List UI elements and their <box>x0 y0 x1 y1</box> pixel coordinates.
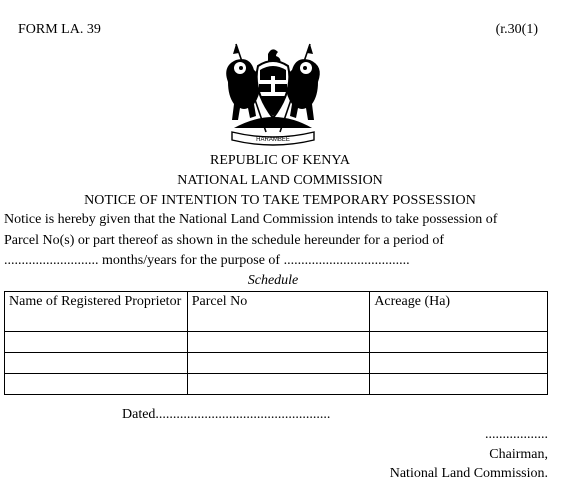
table-row <box>5 374 548 395</box>
table-cell <box>5 332 188 353</box>
column-header-proprietor: Name of Registered Proprietor <box>5 292 188 332</box>
table-row <box>5 332 548 353</box>
notice-body-line-2: Parcel No(s) or part thereof as shown in the schedule hereunder for a period of <box>4 233 445 248</box>
signatory-title: Chairman, <box>489 447 548 462</box>
table-cell <box>370 332 548 353</box>
table-cell <box>370 353 548 374</box>
coat-of-arms-icon <box>214 40 332 148</box>
notice-body-line-1: Notice is hereby given that the National Land Commission intends to take possession of <box>4 212 498 227</box>
table-row <box>5 353 548 374</box>
motto-text: HARAMBEE <box>256 137 290 143</box>
table-cell <box>5 374 188 395</box>
table-cell <box>187 374 370 395</box>
notice-title: NOTICE OF INTENTION TO TAKE TEMPORARY POSSESSION <box>84 193 476 208</box>
schedule-table <box>4 291 548 395</box>
table-header-row <box>5 292 548 332</box>
column-header-parcel-no: Parcel No <box>187 292 370 332</box>
title-republic: REPUBLIC OF KENYA <box>209 153 350 168</box>
schedule-label: Schedule <box>247 273 299 288</box>
table-cell <box>5 353 188 374</box>
rule-reference: (r.30(1) <box>495 22 538 37</box>
notice-body-line-3: ........................... months/years for the purpose of .................................... <box>4 253 410 268</box>
dated-line: Dated.................................................. <box>122 407 331 422</box>
table-cell <box>187 353 370 374</box>
table-cell <box>187 332 370 353</box>
column-header-acreage: Acreage (Ha) <box>370 292 548 332</box>
form-number: FORM LA. 39 <box>18 22 101 37</box>
title-commission: NATIONAL LAND COMMISSION <box>177 173 383 188</box>
signatory-organisation: National Land Commission. <box>389 466 548 481</box>
table-cell <box>370 374 548 395</box>
signature-line: .................. <box>485 427 548 442</box>
